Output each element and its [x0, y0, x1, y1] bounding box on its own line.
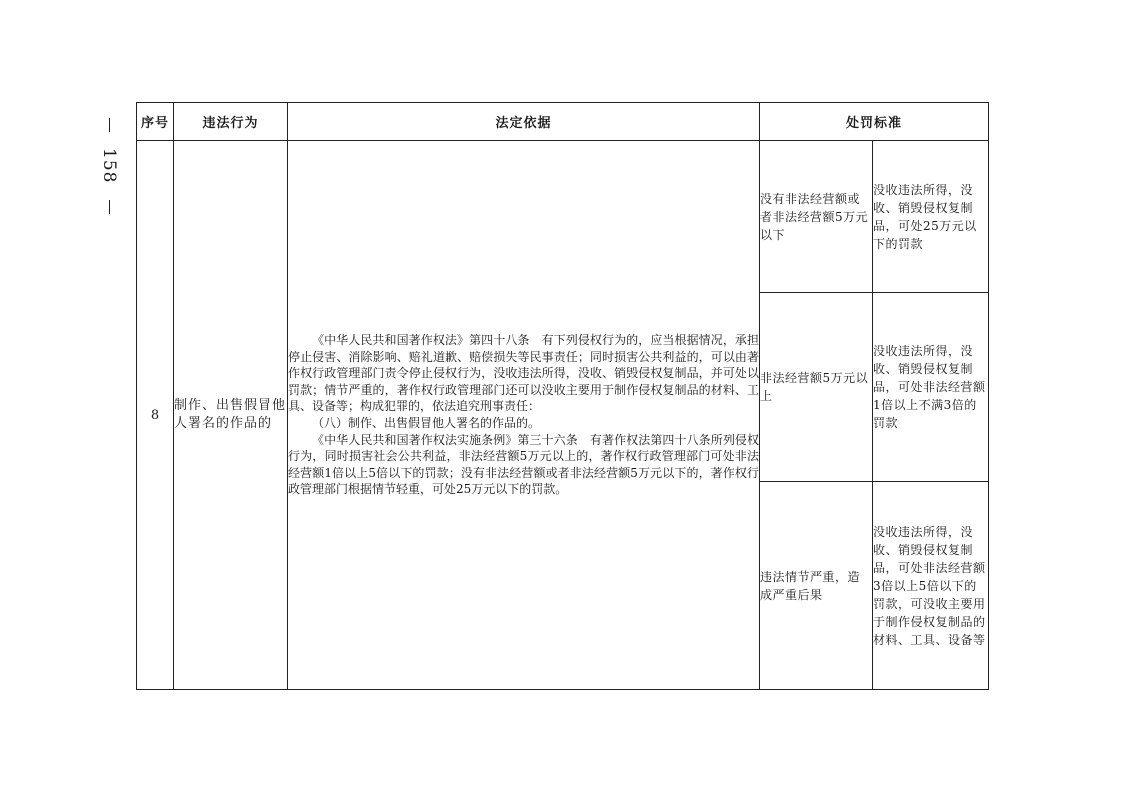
table-header-row — [137, 103, 989, 141]
header-act: 违法行为 — [174, 103, 288, 141]
standard-penalty: 没收违法所得，没收、销毁侵权复制品，可处非法经营额3倍以上5倍以下的罚款，可没收主要用于制作侵权复制品的材料、工具、设备等 — [873, 482, 989, 690]
standard-penalty: 没收违法所得，没收、销毁侵权复制品，可处非法经营额1倍以上不满3倍的罚款 — [873, 293, 989, 482]
table-row — [137, 141, 989, 293]
header-basis: 法定依据 — [288, 103, 760, 141]
basis-paragraph: （八）制作、出售假冒他人署名的作品的。 — [312, 416, 541, 430]
row-act: 制作、出售假冒他人署名的作品的 — [174, 141, 288, 690]
standard-condition: 没有非法经营额或者非法经营额5万元以下 — [760, 141, 873, 293]
basis-paragraph: 《中华人民共和国著作权法实施条例》第三十六条 有著作权法第四十八条所列侵权行为，同时损害社会公共利益，非法经营额5万元以上的，著作权行政管理部门可处非法经营额1倍以上5倍以下的罚款；没有非法经营额或者非法经营额5万元以下的，著作权行政管理部门根据情节轻重，可处25万元以下的罚款。 — [288, 432, 759, 497]
standard-penalty: 没收违法所得，没收、销毁侵权复制品，可处25万元以下的罚款 — [873, 141, 989, 293]
row-seq: 8 — [137, 141, 174, 690]
page-number-dash-bottom — [109, 200, 110, 214]
basis-paragraph: 《中华人民共和国著作权法》第四十八条 有下列侵权行为的，应当根据情况，承担停止侵害、消除影响、赔礼道歉、赔偿损失等民事责任；同时损害公共利益的，可以由著作权行政管理部门责令停止侵权行为，没收违法所得，没收、销毁侵权复制品，并可处以罚款；情节严重的，著作权行政管理部门还可以没收主要用于制作侵权复制品的材料、工具、设备等；构成犯罪的，依法追究刑事责任： — [288, 333, 759, 414]
page-number — [96, 118, 122, 214]
header-seq: 序号 — [137, 103, 174, 141]
row-basis — [288, 141, 760, 690]
page-number-text: 158 — [99, 148, 119, 184]
header-penalty: 处罚标准 — [760, 103, 989, 141]
standard-condition: 违法情节严重，造成严重后果 — [760, 482, 873, 690]
standard-condition: 非法经营额5万元以上 — [760, 293, 873, 482]
penalty-standards-table — [136, 102, 989, 690]
page-number-dash-top — [109, 118, 110, 132]
